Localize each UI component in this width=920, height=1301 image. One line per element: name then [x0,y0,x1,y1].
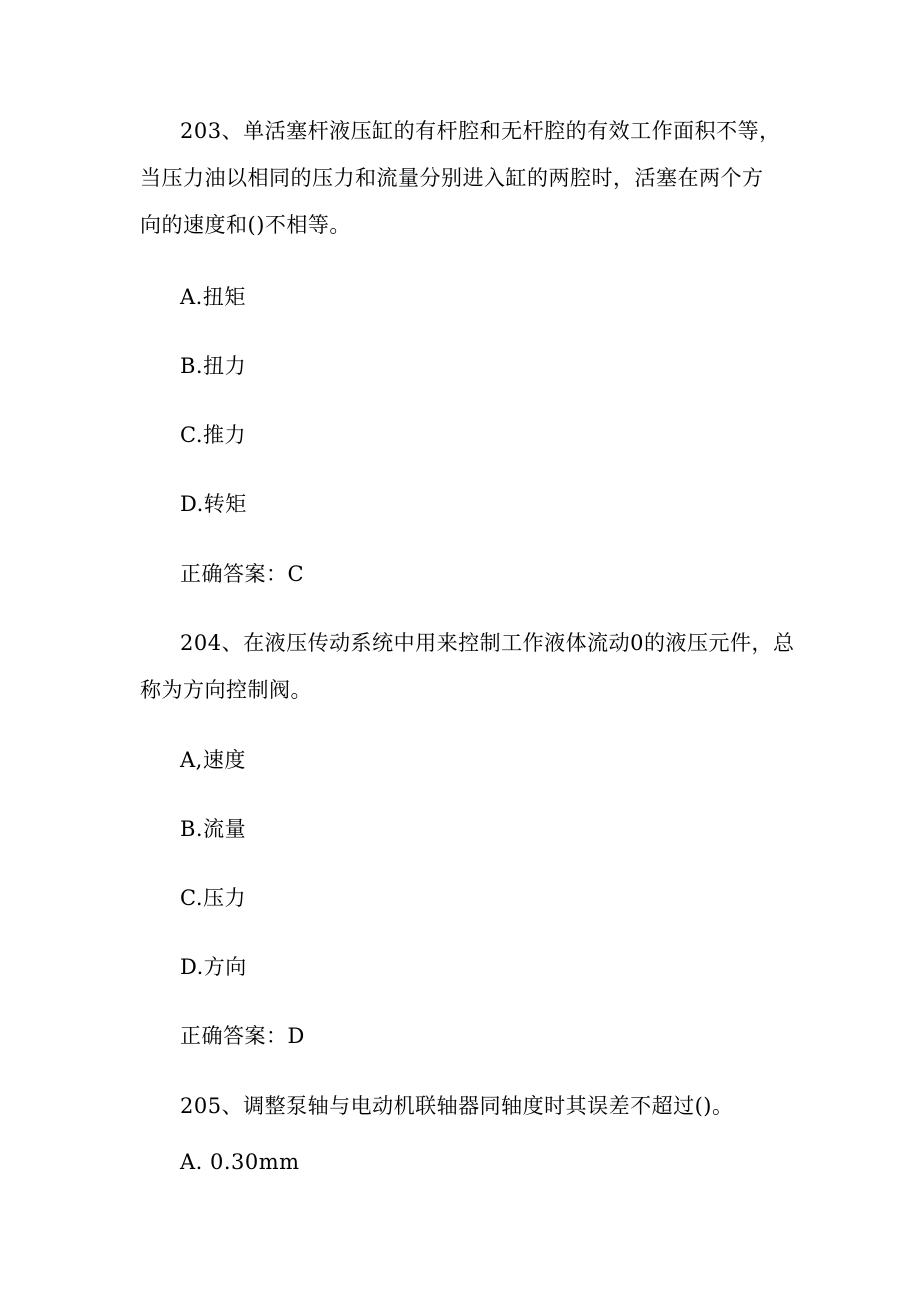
question-stem-line: 205、调整泵轴与电动机联轴器同轴度时其误差不超过()。 [180,1094,734,1118]
option-b: B.扭力 [180,354,247,378]
question-stem-line: 向的速度和()不相等。 [140,213,351,237]
option-a: A,速度 [180,748,246,772]
option-a: A. 0.30mm [180,1150,300,1174]
question-stem-line: 称为方向控制阀。 [140,678,312,702]
question-stem-line: 当压力油以相同的压力和流量分别进入缸的两腔时，活塞在两个方 [140,166,764,190]
question-stem-line: 203、单活塞杆液压缸的有杆腔和无杆腔的有效工作面积不等， [180,119,781,143]
option-a: A.扭矩 [180,285,246,309]
question-stem-line: 204、在液压传动系统中用来控制工作液体流动0的液压元件，总 [180,631,795,655]
option-c: C.压力 [180,886,246,910]
correct-answer: 正确答案：D [180,1024,305,1048]
correct-answer: 正确答案：C [180,562,305,586]
option-b: B.流量 [180,817,247,841]
option-c: C.推力 [180,423,246,447]
option-d: D.转矩 [180,492,247,516]
option-d: D.方向 [180,955,247,979]
